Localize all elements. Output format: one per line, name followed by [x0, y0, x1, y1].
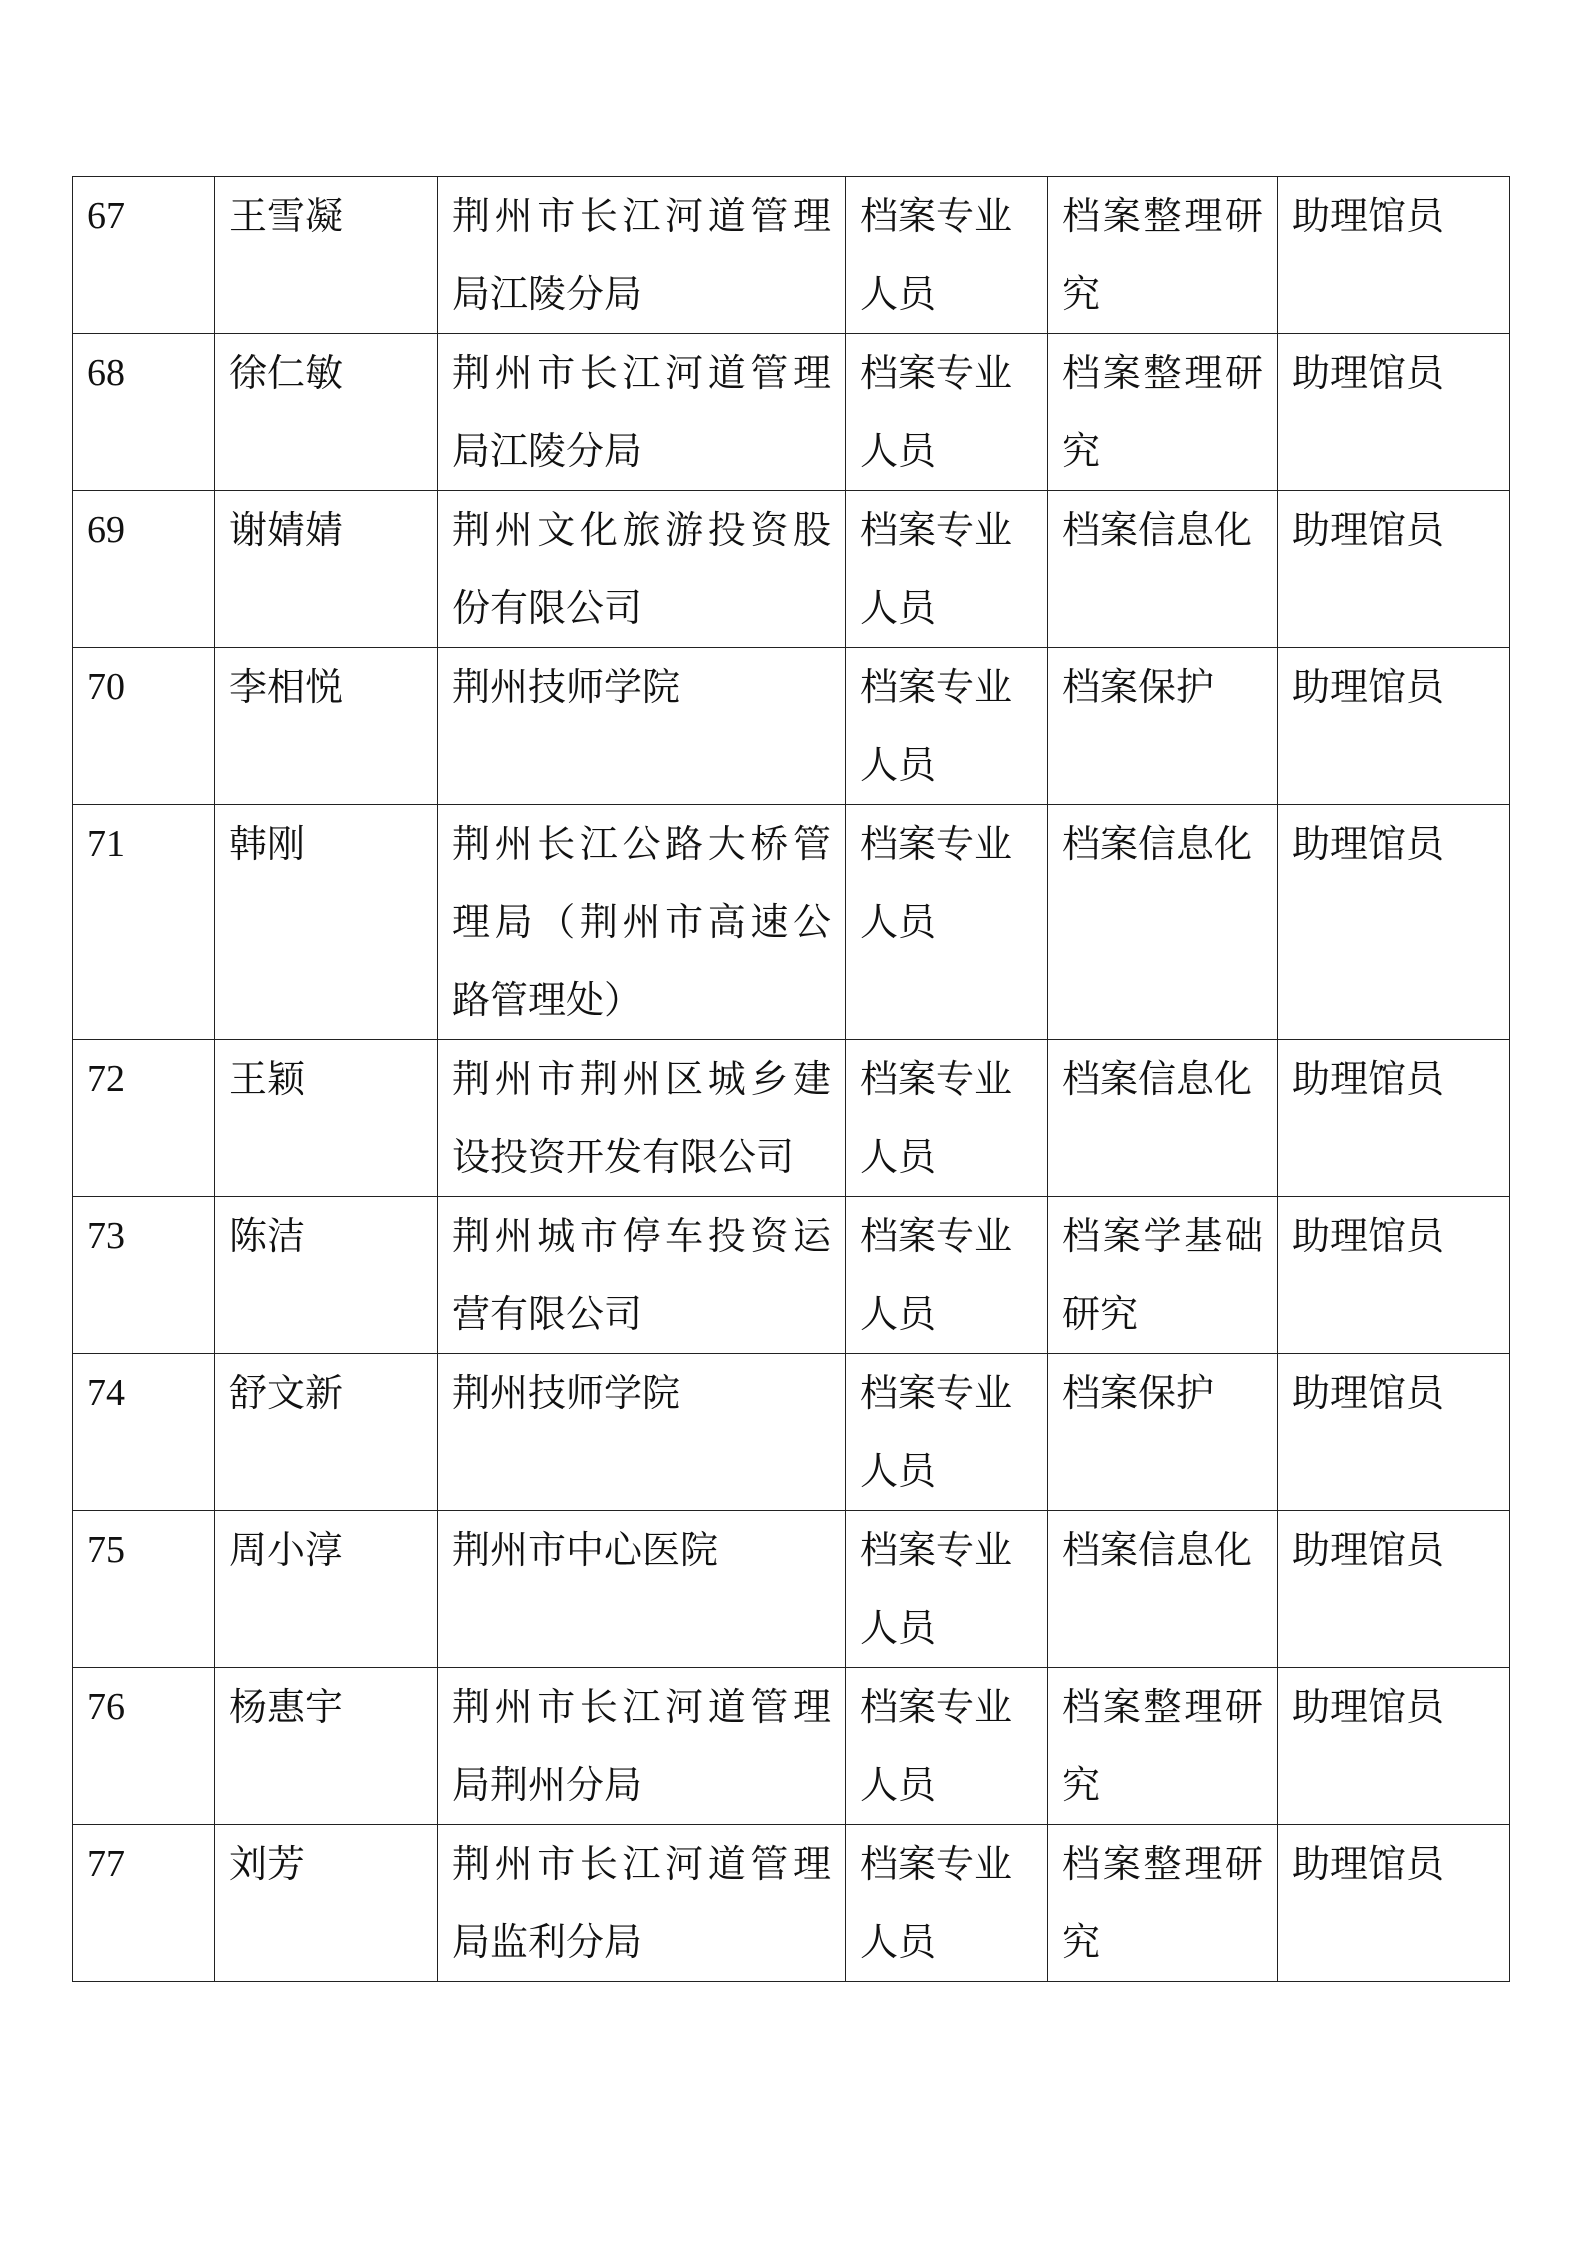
- table-row: [73, 1197, 1510, 1354]
- person-name-cell: 陈洁: [215, 1197, 438, 1354]
- research-field-cell: 档案整理研究: [1048, 177, 1278, 334]
- work-unit-cell: 荆州文化旅游投资股份有限公司: [438, 491, 846, 648]
- person-name-cell: 李相悦: [215, 648, 438, 805]
- table-row: [73, 1668, 1510, 1825]
- personnel-type-cell: 档案专业人员: [846, 177, 1048, 334]
- work-unit-cell: 荆州市中心医院: [438, 1511, 846, 1668]
- job-title-cell: 助理馆员: [1278, 648, 1510, 805]
- research-field-cell: 档案整理研究: [1048, 1668, 1278, 1825]
- table-row: [73, 334, 1510, 491]
- row-number-cell: 69: [73, 491, 215, 648]
- row-number-cell: 67: [73, 177, 215, 334]
- work-unit-cell: 荆州市长江河道管理局江陵分局: [438, 177, 846, 334]
- work-unit-cell: 荆州市长江河道管理局荆州分局: [438, 1668, 846, 1825]
- roster-table-body: [73, 177, 1510, 1982]
- person-name-cell: 舒文新: [215, 1354, 438, 1511]
- row-number-cell: 72: [73, 1040, 215, 1197]
- research-field-cell: 档案保护: [1048, 1354, 1278, 1511]
- row-number-cell: 68: [73, 334, 215, 491]
- research-field-cell: 档案信息化: [1048, 1511, 1278, 1668]
- row-number-cell: 74: [73, 1354, 215, 1511]
- work-unit-cell: 荆州技师学院: [438, 1354, 846, 1511]
- person-name-cell: 刘芳: [215, 1825, 438, 1982]
- work-unit-cell: 荆州长江公路大桥管理局（荆州市高速公路管理处）: [438, 805, 846, 1040]
- research-field-cell: 档案信息化: [1048, 805, 1278, 1040]
- research-field-cell: 档案信息化: [1048, 1040, 1278, 1197]
- person-name-cell: 徐仁敏: [215, 334, 438, 491]
- table-row: [73, 648, 1510, 805]
- row-number-cell: 71: [73, 805, 215, 1040]
- work-unit-cell: 荆州技师学院: [438, 648, 846, 805]
- person-name-cell: 周小淳: [215, 1511, 438, 1668]
- job-title-cell: 助理馆员: [1278, 177, 1510, 334]
- personnel-type-cell: 档案专业人员: [846, 1040, 1048, 1197]
- table-row: [73, 1825, 1510, 1982]
- personnel-type-cell: 档案专业人员: [846, 805, 1048, 1040]
- job-title-cell: 助理馆员: [1278, 1040, 1510, 1197]
- row-number-cell: 77: [73, 1825, 215, 1982]
- research-field-cell: 档案保护: [1048, 648, 1278, 805]
- personnel-type-cell: 档案专业人员: [846, 1668, 1048, 1825]
- work-unit-cell: 荆州市长江河道管理局监利分局: [438, 1825, 846, 1982]
- job-title-cell: 助理馆员: [1278, 1825, 1510, 1982]
- job-title-cell: 助理馆员: [1278, 1668, 1510, 1825]
- job-title-cell: 助理馆员: [1278, 1354, 1510, 1511]
- row-number-cell: 75: [73, 1511, 215, 1668]
- research-field-cell: 档案整理研究: [1048, 1825, 1278, 1982]
- personnel-type-cell: 档案专业人员: [846, 1511, 1048, 1668]
- row-number-cell: 70: [73, 648, 215, 805]
- work-unit-cell: 荆州城市停车投资运营有限公司: [438, 1197, 846, 1354]
- personnel-type-cell: 档案专业人员: [846, 491, 1048, 648]
- person-name-cell: 王雪凝: [215, 177, 438, 334]
- table-row: [73, 805, 1510, 1040]
- person-name-cell: 韩刚: [215, 805, 438, 1040]
- personnel-type-cell: 档案专业人员: [846, 648, 1048, 805]
- research-field-cell: 档案整理研究: [1048, 334, 1278, 491]
- table-row: [73, 1511, 1510, 1668]
- roster-table: [72, 176, 1510, 1982]
- personnel-type-cell: 档案专业人员: [846, 1197, 1048, 1354]
- personnel-type-cell: 档案专业人员: [846, 1825, 1048, 1982]
- personnel-type-cell: 档案专业人员: [846, 334, 1048, 491]
- table-row: [73, 177, 1510, 334]
- job-title-cell: 助理馆员: [1278, 1197, 1510, 1354]
- table-row: [73, 491, 1510, 648]
- job-title-cell: 助理馆员: [1278, 1511, 1510, 1668]
- job-title-cell: 助理馆员: [1278, 334, 1510, 491]
- table-row: [73, 1354, 1510, 1511]
- person-name-cell: 杨惠宇: [215, 1668, 438, 1825]
- research-field-cell: 档案信息化: [1048, 491, 1278, 648]
- job-title-cell: 助理馆员: [1278, 805, 1510, 1040]
- table-row: [73, 1040, 1510, 1197]
- person-name-cell: 谢婧婧: [215, 491, 438, 648]
- row-number-cell: 73: [73, 1197, 215, 1354]
- work-unit-cell: 荆州市荆州区城乡建设投资开发有限公司: [438, 1040, 846, 1197]
- work-unit-cell: 荆州市长江河道管理局江陵分局: [438, 334, 846, 491]
- research-field-cell: 档案学基础研究: [1048, 1197, 1278, 1354]
- job-title-cell: 助理馆员: [1278, 491, 1510, 648]
- row-number-cell: 76: [73, 1668, 215, 1825]
- person-name-cell: 王颖: [215, 1040, 438, 1197]
- personnel-type-cell: 档案专业人员: [846, 1354, 1048, 1511]
